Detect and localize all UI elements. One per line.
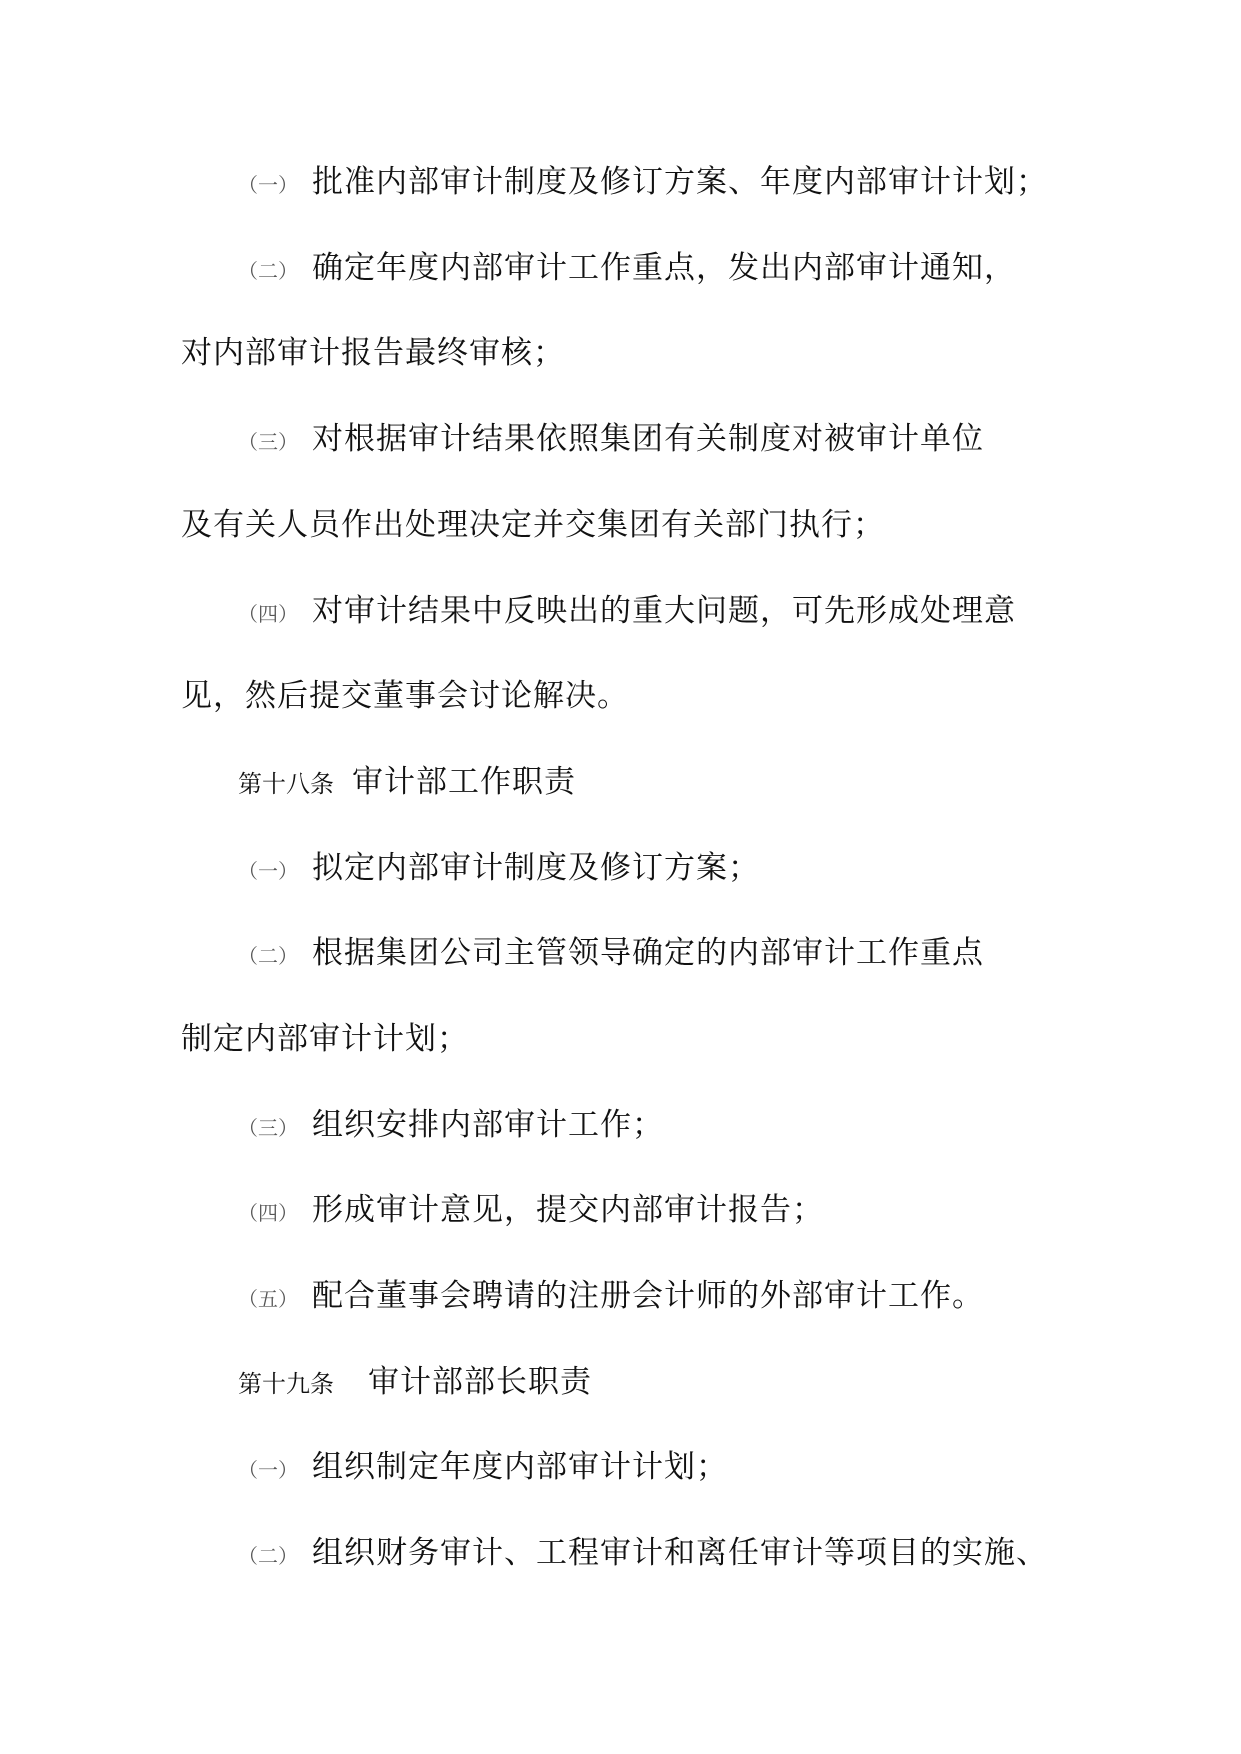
clause-marker: （四） — [238, 602, 298, 626]
clause-text: 组织安排内部审计工作； — [312, 1107, 664, 1143]
clause-marker: （二） — [238, 1544, 298, 1568]
a18-item-4 — [238, 1190, 824, 1233]
clause-marker: （四） — [238, 1201, 298, 1225]
a18-item-5 — [238, 1276, 984, 1319]
a19-item-1 — [238, 1447, 728, 1490]
a18-item-2-line-1 — [238, 933, 984, 976]
clause-marker: （三） — [238, 430, 298, 454]
article-19-heading — [238, 1362, 592, 1404]
clause-text: 对内部审计报告最终审核； — [181, 335, 565, 371]
clause-text: 批准内部审计制度及修订方案、年度内部审计计划； — [312, 164, 1048, 200]
clause-2-line-2 — [181, 333, 565, 373]
clause-marker: （一） — [238, 1458, 298, 1482]
a18-item-2-line-2 — [181, 1019, 469, 1059]
article-number: 第十九条 — [238, 1370, 334, 1398]
article-title: 审计部部长职责 — [368, 1364, 592, 1400]
clause-marker: （五） — [238, 1287, 298, 1311]
a18-item-1 — [238, 848, 760, 891]
clause-marker: （二） — [238, 259, 298, 283]
clause-3-line-1 — [238, 419, 984, 462]
clause-4-line-1 — [238, 591, 1016, 634]
article-title: 审计部工作职责 — [352, 764, 576, 800]
clause-4-line-2 — [181, 676, 629, 716]
clause-text: 对根据审计结果依照集团有关制度对被审计单位 — [312, 421, 984, 457]
clause-3-line-2 — [181, 505, 885, 545]
clause-text: 拟定内部审计制度及修订方案； — [312, 850, 760, 886]
clause-marker: （一） — [238, 859, 298, 883]
a19-item-2 — [238, 1533, 1048, 1576]
clause-text: 配合董事会聘请的注册会计师的外部审计工作。 — [312, 1278, 984, 1314]
clause-text: 形成审计意见，提交内部审计报告； — [312, 1192, 824, 1228]
article-number: 第十八条 — [238, 770, 334, 798]
clause-text: 组织制定年度内部审计计划； — [312, 1449, 728, 1485]
a18-item-3 — [238, 1105, 664, 1148]
clause-marker: （三） — [238, 1116, 298, 1140]
clause-text: 对审计结果中反映出的重大问题，可先形成处理意 — [312, 593, 1016, 629]
clause-1-line-1 — [238, 162, 1048, 205]
clause-text: 及有关人员作出处理决定并交集团有关部门执行； — [181, 507, 885, 543]
clause-text: 根据集团公司主管领导确定的内部审计工作重点 — [312, 935, 984, 971]
clause-text: 确定年度内部审计工作重点，发出内部审计通知， — [312, 250, 1016, 286]
clause-marker: （一） — [238, 173, 298, 197]
article-18-heading — [238, 762, 576, 804]
clause-marker: （二） — [238, 944, 298, 968]
clause-text: 制定内部审计计划； — [181, 1021, 469, 1057]
clause-text: 组织财务审计、工程审计和离任审计等项目的实施、 — [312, 1535, 1048, 1571]
clause-text: 见，然后提交董事会讨论解决。 — [181, 678, 629, 714]
clause-2-line-1 — [238, 248, 1016, 291]
